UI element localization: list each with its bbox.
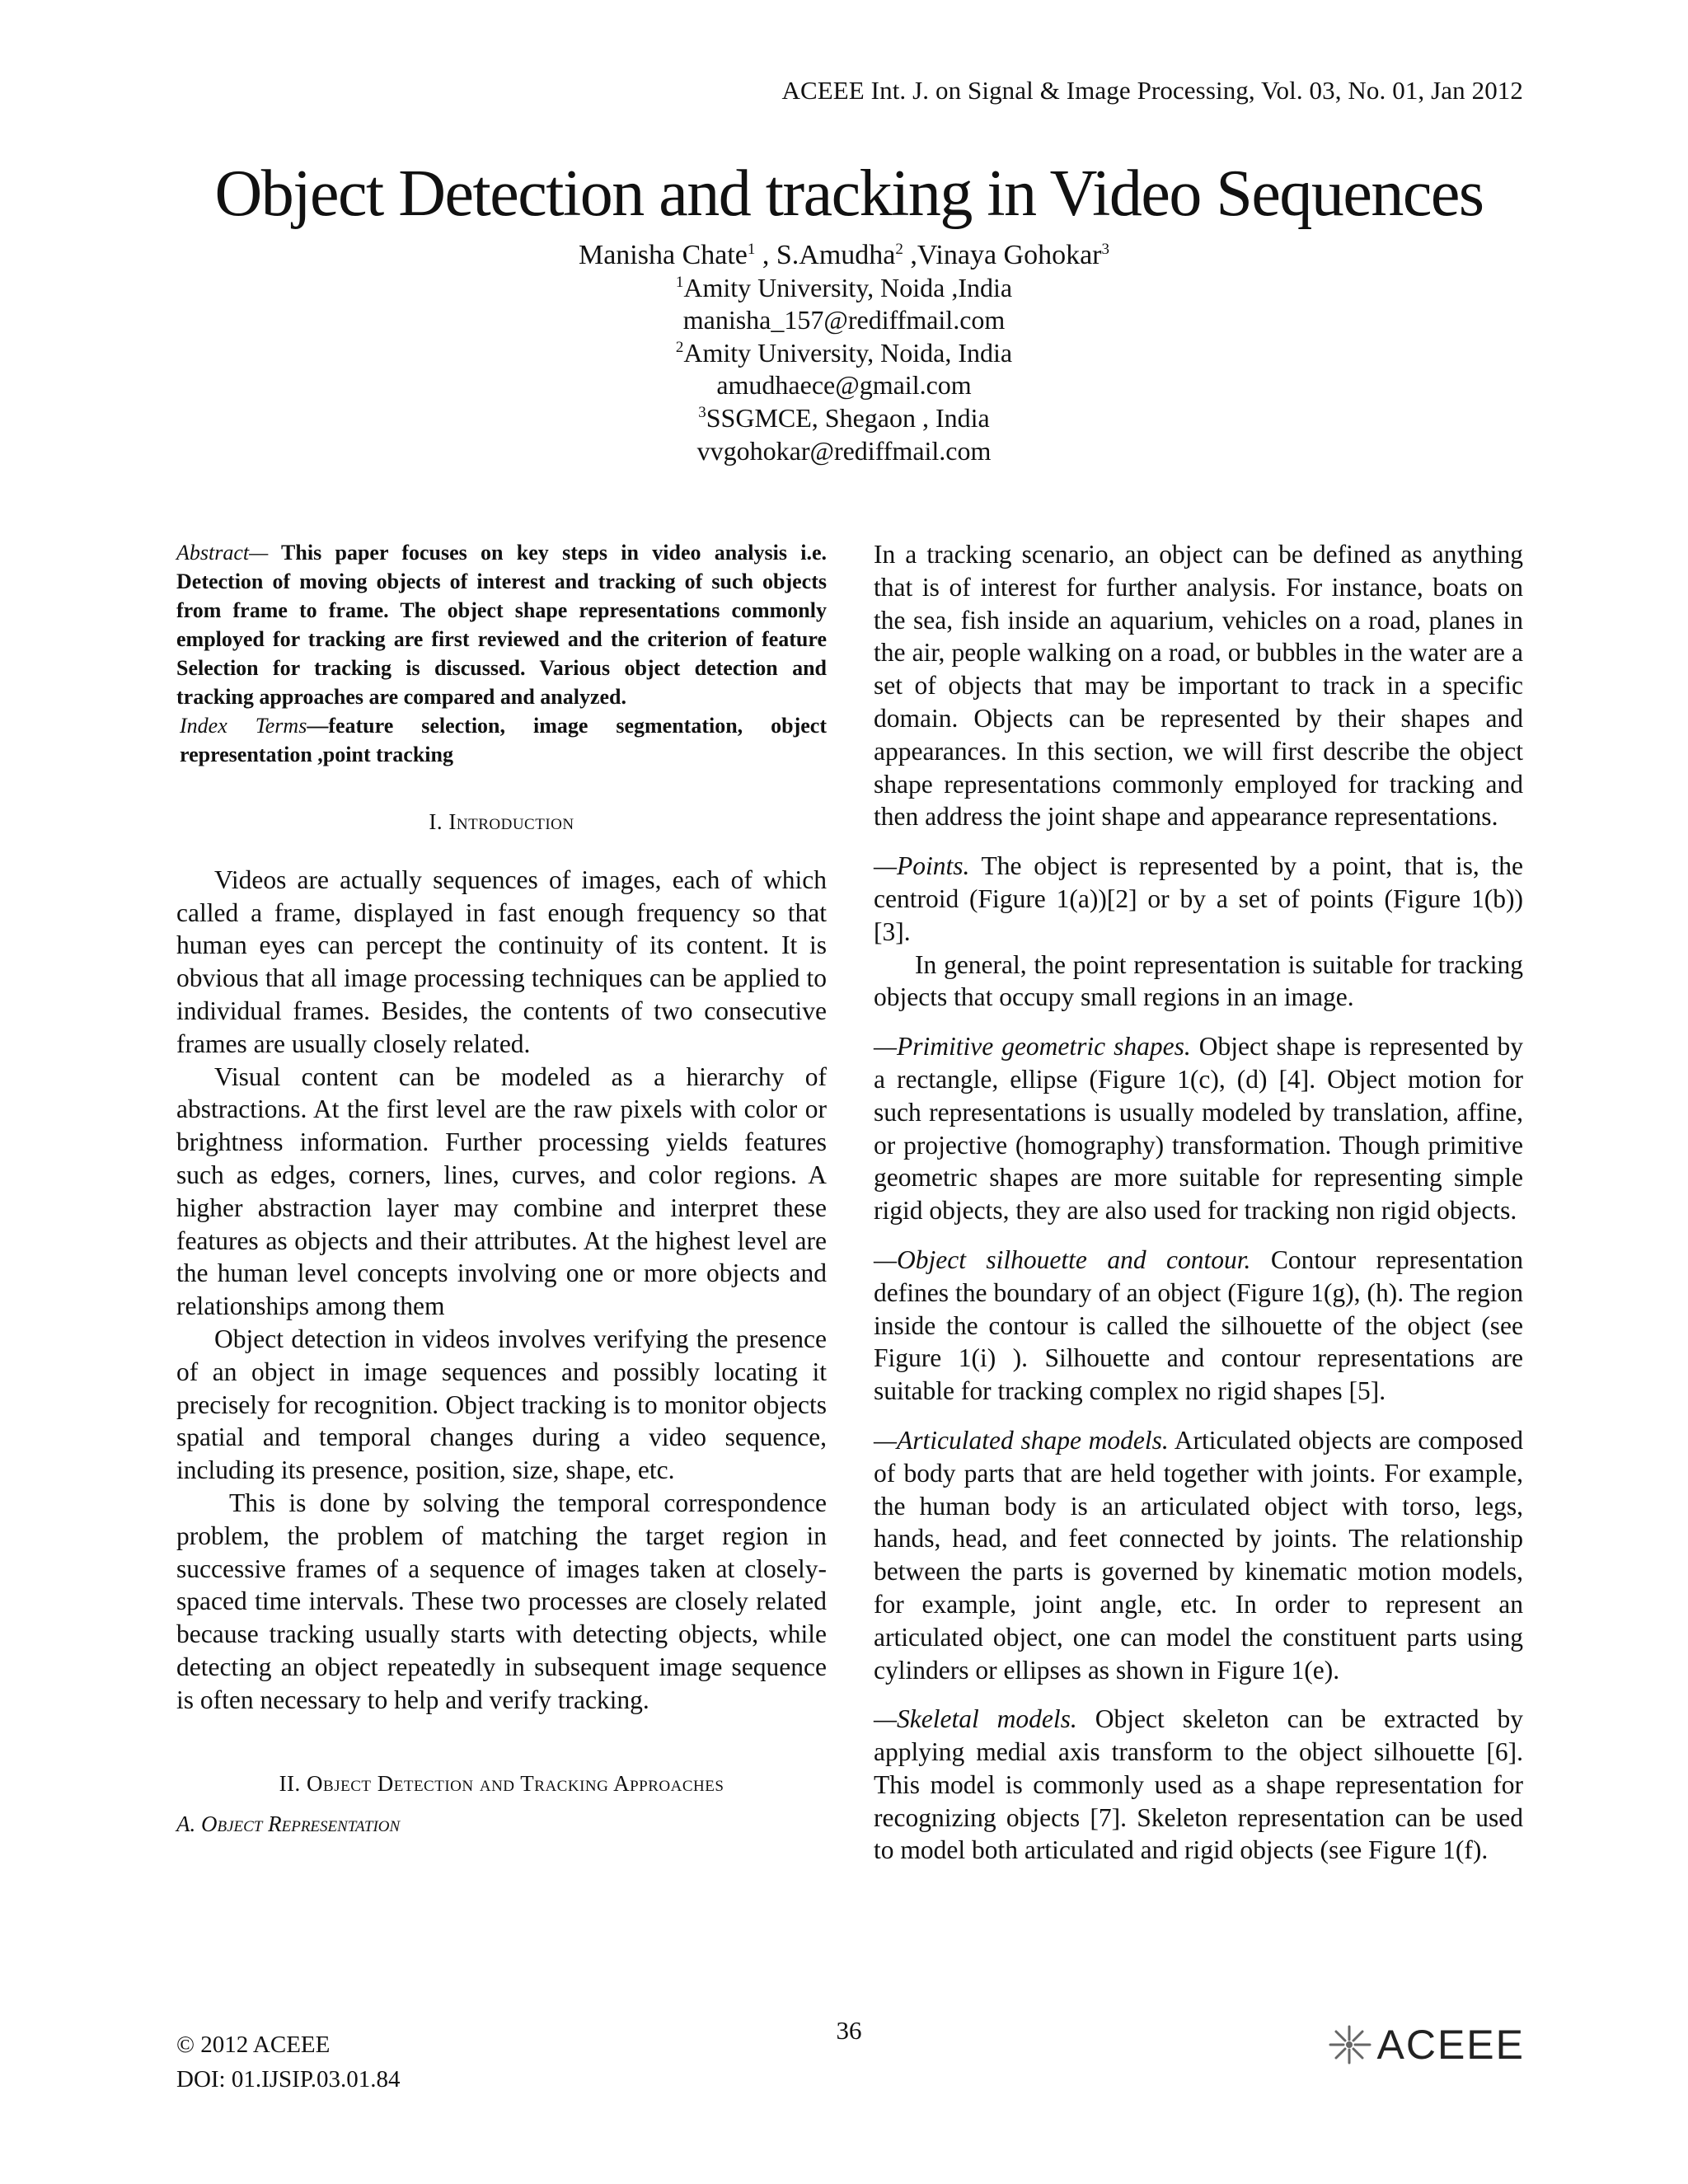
representation-articulated-models bbox=[874, 1424, 1523, 1686]
representation-text: The object is represented by a point, that is, the centroid (Figure 1(a))[2] or by a set of points (Figure 1(b)) [3]. bbox=[874, 851, 1523, 946]
representation-text: In general, the point representation is suitable for tracking objects that occupy small regions in an image. bbox=[874, 949, 1523, 1012]
representation-text: Object skeleton can be extracted by applying medial axis transform to the object silhouette [6]. This model is commonly used as a shape representation for recognizing objects [7]. Skeleton representation can be used to model both articulated and rigid objects (see Figure 1(f). bbox=[874, 1704, 1523, 1865]
index-terms-text: —feature selection, image segmentation, object representation ,point tracking bbox=[180, 714, 827, 766]
representation-text: Contour representation defines the boundary of an object (Figure 1(g), (h). The region inside the contour is called the silhouette of the object (see Figure 1(i) ). Silhouette and contour representations are suitable for tracking complex no rigid shapes [5]. bbox=[874, 1244, 1524, 1406]
affil-name: SSGMCE, Shegaon , India bbox=[706, 402, 990, 433]
right-column bbox=[874, 538, 1523, 1883]
affil-name: Amity University, Noida ,India bbox=[683, 272, 1013, 302]
affiliation bbox=[0, 272, 1688, 305]
logo-wordmark: ACEEE bbox=[1376, 2022, 1525, 2068]
body-paragraph: Videos are actually sequences of images, each of which called a frame, displayed in fast enough frequency so that human eyes can percept the continuity of its content. It is obvious that all image processing techniques can be applied to individual frames. Besides, the contents of two consecutive frames are usually closely related. bbox=[176, 865, 827, 1058]
representation-skeletal-models bbox=[874, 1703, 1523, 1867]
affil-mark: 3 bbox=[698, 403, 706, 421]
representation-heading: —Primitive geometric shapes. bbox=[874, 1032, 1191, 1062]
author-email: manisha_157@rediffmail.com bbox=[682, 305, 1006, 335]
left-column bbox=[176, 538, 827, 1841]
representation-primitive-shapes bbox=[874, 1030, 1523, 1227]
affiliation bbox=[0, 402, 1688, 435]
representation-silhouette-contour bbox=[874, 1244, 1523, 1408]
authors-block bbox=[0, 239, 1688, 467]
author-name: ,Vinaya Gohokar bbox=[903, 240, 1102, 270]
body-paragraph: Visual content can be modeled as a hierarchy of abstractions. At the first level are the raw pixels with color or brightness information. Further processing yields features such as edges, corners, lines, curves, and color regions. A higher abstraction layer may combine and interpret these features as objects and their attributes. At the highest level are the human level concepts involving one or more objects and relationships among them bbox=[176, 1062, 827, 1321]
author-affil-mark: 2 bbox=[895, 241, 903, 258]
running-head: ACEEE Int. J. on Signal & Image Processing, Vol. 03, No. 01, Jan 2012 bbox=[781, 76, 1523, 105]
section-heading-approaches: II. Object Detection and Tracking Approaches bbox=[279, 1770, 724, 1796]
section-heading-introduction: I. Introduction bbox=[429, 809, 574, 834]
page-number: 36 bbox=[836, 2016, 862, 2045]
author-name: , S.Amudha bbox=[755, 240, 896, 270]
index-terms bbox=[180, 711, 827, 769]
author-list bbox=[0, 239, 1688, 272]
paper-title: Object Detection and tracking in Video Sequences bbox=[214, 157, 1484, 230]
representation-heading: —Skeletal models. bbox=[874, 1704, 1077, 1734]
subsection-heading-object-representation: A. Object Representation bbox=[176, 1811, 401, 1837]
body-paragraph: Object detection in videos involves verifying the presence of an object in image sequences and possibly locating it precisely for recognition. Object tracking is to monitor objects spatial and temporal changes during a video sequence, including its presence, position, size, shape, etc. bbox=[176, 1324, 827, 1485]
star-icon bbox=[1324, 2022, 1375, 2068]
author-email: amudhaece@gmail.com bbox=[716, 370, 972, 401]
copyright: © 2012 ACEEE bbox=[176, 2032, 331, 2058]
representation-heading: —Points. bbox=[874, 851, 970, 881]
affil-mark: 2 bbox=[675, 338, 684, 356]
abstract-label: Abstract— bbox=[176, 541, 269, 565]
doi: DOI: 01.IJSIP.03.01.84 bbox=[176, 2066, 401, 2093]
author-name: Manisha Chate bbox=[578, 240, 748, 270]
index-terms-label: Index Terms bbox=[180, 714, 307, 738]
affil-mark: 1 bbox=[675, 273, 684, 291]
representation-heading: —Object silhouette and contour. bbox=[874, 1244, 1251, 1274]
affil-name: Amity University, Noida, India bbox=[683, 337, 1013, 368]
author-email: vvgohokar@rediffmail.com bbox=[696, 435, 992, 466]
representation-heading: —Articulated shape models. bbox=[874, 1425, 1169, 1455]
abstract bbox=[176, 538, 827, 711]
representation-text: Object shape is represented by a rectangle, ellipse (Figure 1(c), (d) [4]. Object motion for such representations is usually modeled by translation, affine, or projective (homography) transformation. Though primitive geometric shapes are more suitable for representing simple rigid objects, they are also used for tracking non rigid objects. bbox=[874, 1032, 1523, 1226]
affiliation bbox=[0, 337, 1688, 370]
body-paragraph: This is done by solving the temporal correspondence problem, the problem of matching the target region in successive frames of a sequence of images taken at closely-spaced time intervals. These two processes are closely related because tracking usually starts with detecting objects, while detecting an object repeatedly in subsequent image sequence is often necessary to help and verify tracking. bbox=[176, 1488, 827, 1714]
aceee-logo bbox=[1324, 2021, 1525, 2069]
abstract-text: This paper focuses on key steps in video analysis i.e. Detection of moving objects of interest and tracking of such objects from frame to frame. The object shape representations commonly employed for tracking are first reviewed and the criterion of feature Selection for tracking is discussed. Various object detection and tracking approaches are compared and analyzed. bbox=[176, 541, 827, 709]
representation-points bbox=[874, 850, 1523, 1014]
body-paragraph: In a tracking scenario, an object can be defined as anything that is of interest for further analysis. For instance, boats on the sea, fish inside an aquarium, vehicles on a road, planes in the air, people walking on a road, or bubbles in the water are a set of objects that may be important to track in a specific domain. Objects can be represented by their shapes and appearances. In this section, we will first describe the object shape representations commonly employed for tracking and then address the joint shape and appearance representations. bbox=[874, 540, 1523, 832]
author-affil-mark: 3 bbox=[1101, 241, 1109, 258]
representation-text: Articulated objects are composed of body parts that are held together with joints. For example, the human body is an articulated object with torso, legs, hands, head, and feet connected by joints. The relationship between the parts is governed by kinematic motion models, for example, joint angle, etc. In order to represent an articulated object, one can model the constituent parts using cylinders or ellipses as shown in Figure 1(e). bbox=[874, 1425, 1523, 1685]
author-affil-mark: 1 bbox=[747, 241, 756, 258]
